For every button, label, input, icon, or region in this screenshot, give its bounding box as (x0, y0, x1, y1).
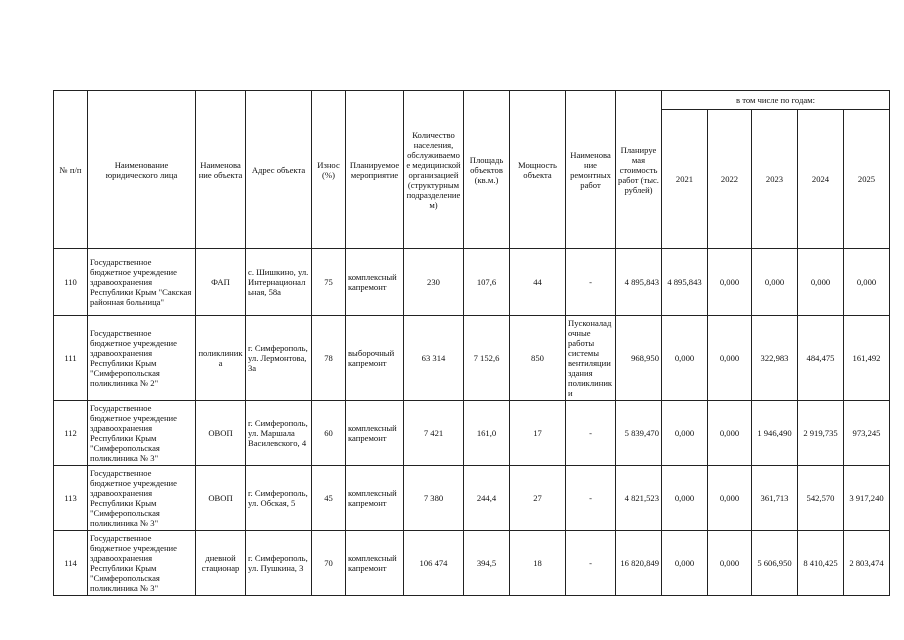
cell-2023: 0,000 (752, 249, 798, 316)
cell-area: 244,4 (464, 466, 510, 531)
cell-population: 230 (404, 249, 464, 316)
header-year-2023: 2023 (752, 110, 798, 249)
header-year-2021: 2021 (662, 110, 708, 249)
cell-2021: 0,000 (662, 466, 708, 531)
cell-2023: 361,713 (752, 466, 798, 531)
cell-object-name: дневной стационар (196, 531, 246, 596)
cell-repair-name: - (566, 401, 616, 466)
cell-name: Государственное бюджетное учреждение здравоохранения Республики Крым "Сакская районная больница" (88, 249, 196, 316)
table-body (54, 249, 890, 596)
cell-planned-event: комплексный капремонт (346, 531, 404, 596)
table-row (54, 249, 890, 316)
cell-num: 112 (54, 401, 88, 466)
cell-planned-event: комплексный капремонт (346, 466, 404, 531)
table-row (54, 316, 890, 401)
cell-2023: 1 946,490 (752, 401, 798, 466)
cell-2022: 0,000 (708, 401, 752, 466)
cell-wear: 78 (312, 316, 346, 401)
cell-name: Государственное бюджетное учреждение здравоохранения Республики Крым "Симферопольская поликлиника № 3" (88, 531, 196, 596)
cell-planned-event: комплексный капремонт (346, 401, 404, 466)
cell-2022: 0,000 (708, 531, 752, 596)
cell-wear: 45 (312, 466, 346, 531)
header-year-2025: 2025 (844, 110, 890, 249)
header-num: № п/п (54, 91, 88, 249)
cell-wear: 70 (312, 531, 346, 596)
cell-address: г. Симферополь, ул. Пушкина, 3 (246, 531, 312, 596)
cell-name: Государственное бюджетное учреждение здравоохранения Республики Крым "Симферопольская поликлиника № 2" (88, 316, 196, 401)
cell-address: г. Симферополь, ул. Маршала Василевского, 4 (246, 401, 312, 466)
cell-planned-cost: 5 839,470 (616, 401, 662, 466)
cell-2024: 0,000 (798, 249, 844, 316)
cell-area: 161,0 (464, 401, 510, 466)
cell-name: Государственное бюджетное учреждение здравоохранения Республики Крым "Симферопольская поликлиника № 3" (88, 401, 196, 466)
cell-repair-name: Пусконаладочные работы системы вентиляции здания поликлиники (566, 316, 616, 401)
cell-2021: 0,000 (662, 316, 708, 401)
cell-planned-event: комплексный капремонт (346, 249, 404, 316)
capital-repair-table (53, 90, 890, 596)
cell-2025: 0,000 (844, 249, 890, 316)
cell-area: 7 152,6 (464, 316, 510, 401)
header-population: Количество населения, обслуживаемое медицинской организацией (структурным подразделением) (404, 91, 464, 249)
cell-name: Государственное бюджетное учреждение здравоохранения Республики Крым "Симферопольская поликлиника № 3" (88, 466, 196, 531)
cell-planned-event: выборочный капремонт (346, 316, 404, 401)
cell-num: 113 (54, 466, 88, 531)
cell-num: 110 (54, 249, 88, 316)
cell-object-name: ФАП (196, 249, 246, 316)
cell-area: 394,5 (464, 531, 510, 596)
header-name: Наименование юридического лица (88, 91, 196, 249)
cell-2024: 8 410,425 (798, 531, 844, 596)
cell-2024: 484,475 (798, 316, 844, 401)
cell-repair-name: - (566, 249, 616, 316)
cell-2022: 0,000 (708, 466, 752, 531)
cell-2022: 0,000 (708, 316, 752, 401)
cell-wear: 60 (312, 401, 346, 466)
cell-2025: 3 917,240 (844, 466, 890, 531)
cell-wear: 75 (312, 249, 346, 316)
cell-object-name: ОВОП (196, 466, 246, 531)
cell-num: 114 (54, 531, 88, 596)
cell-2025: 2 803,474 (844, 531, 890, 596)
table-row (54, 466, 890, 531)
cell-2025: 973,245 (844, 401, 890, 466)
cell-2021: 0,000 (662, 401, 708, 466)
cell-num: 111 (54, 316, 88, 401)
table-header (54, 91, 890, 249)
header-years-group: в том числе по годам: (662, 91, 890, 110)
cell-2023: 5 606,950 (752, 531, 798, 596)
cell-planned-cost: 4 895,843 (616, 249, 662, 316)
header-planned-event: Планируемое мероприятие (346, 91, 404, 249)
table-row (54, 401, 890, 466)
cell-capacity: 17 (510, 401, 566, 466)
cell-2023: 322,983 (752, 316, 798, 401)
cell-area: 107,6 (464, 249, 510, 316)
header-capacity: Мощность объекта (510, 91, 566, 249)
cell-address: с. Шишкино, ул. Интернациональная, 58а (246, 249, 312, 316)
header-planned-cost: Планируемая стоимость работ (тыс. рублей) (616, 91, 662, 249)
cell-capacity: 18 (510, 531, 566, 596)
header-address: Адрес объекта (246, 91, 312, 249)
header-year-2024: 2024 (798, 110, 844, 249)
cell-object-name: поликлиника (196, 316, 246, 401)
cell-2024: 2 919,735 (798, 401, 844, 466)
cell-planned-cost: 4 821,523 (616, 466, 662, 531)
cell-capacity: 27 (510, 466, 566, 531)
header-year-2022: 2022 (708, 110, 752, 249)
cell-population: 7 380 (404, 466, 464, 531)
header-object-name: Наименование объекта (196, 91, 246, 249)
cell-2021: 4 895,843 (662, 249, 708, 316)
cell-capacity: 44 (510, 249, 566, 316)
header-wear: Износ (%) (312, 91, 346, 249)
cell-population: 7 421 (404, 401, 464, 466)
cell-population: 63 314 (404, 316, 464, 401)
cell-2022: 0,000 (708, 249, 752, 316)
cell-address: г. Симферополь, ул. Обская, 5 (246, 466, 312, 531)
cell-population: 106 474 (404, 531, 464, 596)
cell-address: г. Симферополь, ул. Лермонтова, 3а (246, 316, 312, 401)
header-repair-name: Наименование ремонтных работ (566, 91, 616, 249)
table-row (54, 531, 890, 596)
cell-repair-name: - (566, 531, 616, 596)
cell-planned-cost: 968,950 (616, 316, 662, 401)
cell-2025: 161,492 (844, 316, 890, 401)
cell-2021: 0,000 (662, 531, 708, 596)
cell-repair-name: - (566, 466, 616, 531)
cell-object-name: ОВОП (196, 401, 246, 466)
header-area: Площадь объектов (кв.м.) (464, 91, 510, 249)
cell-capacity: 850 (510, 316, 566, 401)
cell-planned-cost: 16 820,849 (616, 531, 662, 596)
cell-2024: 542,570 (798, 466, 844, 531)
